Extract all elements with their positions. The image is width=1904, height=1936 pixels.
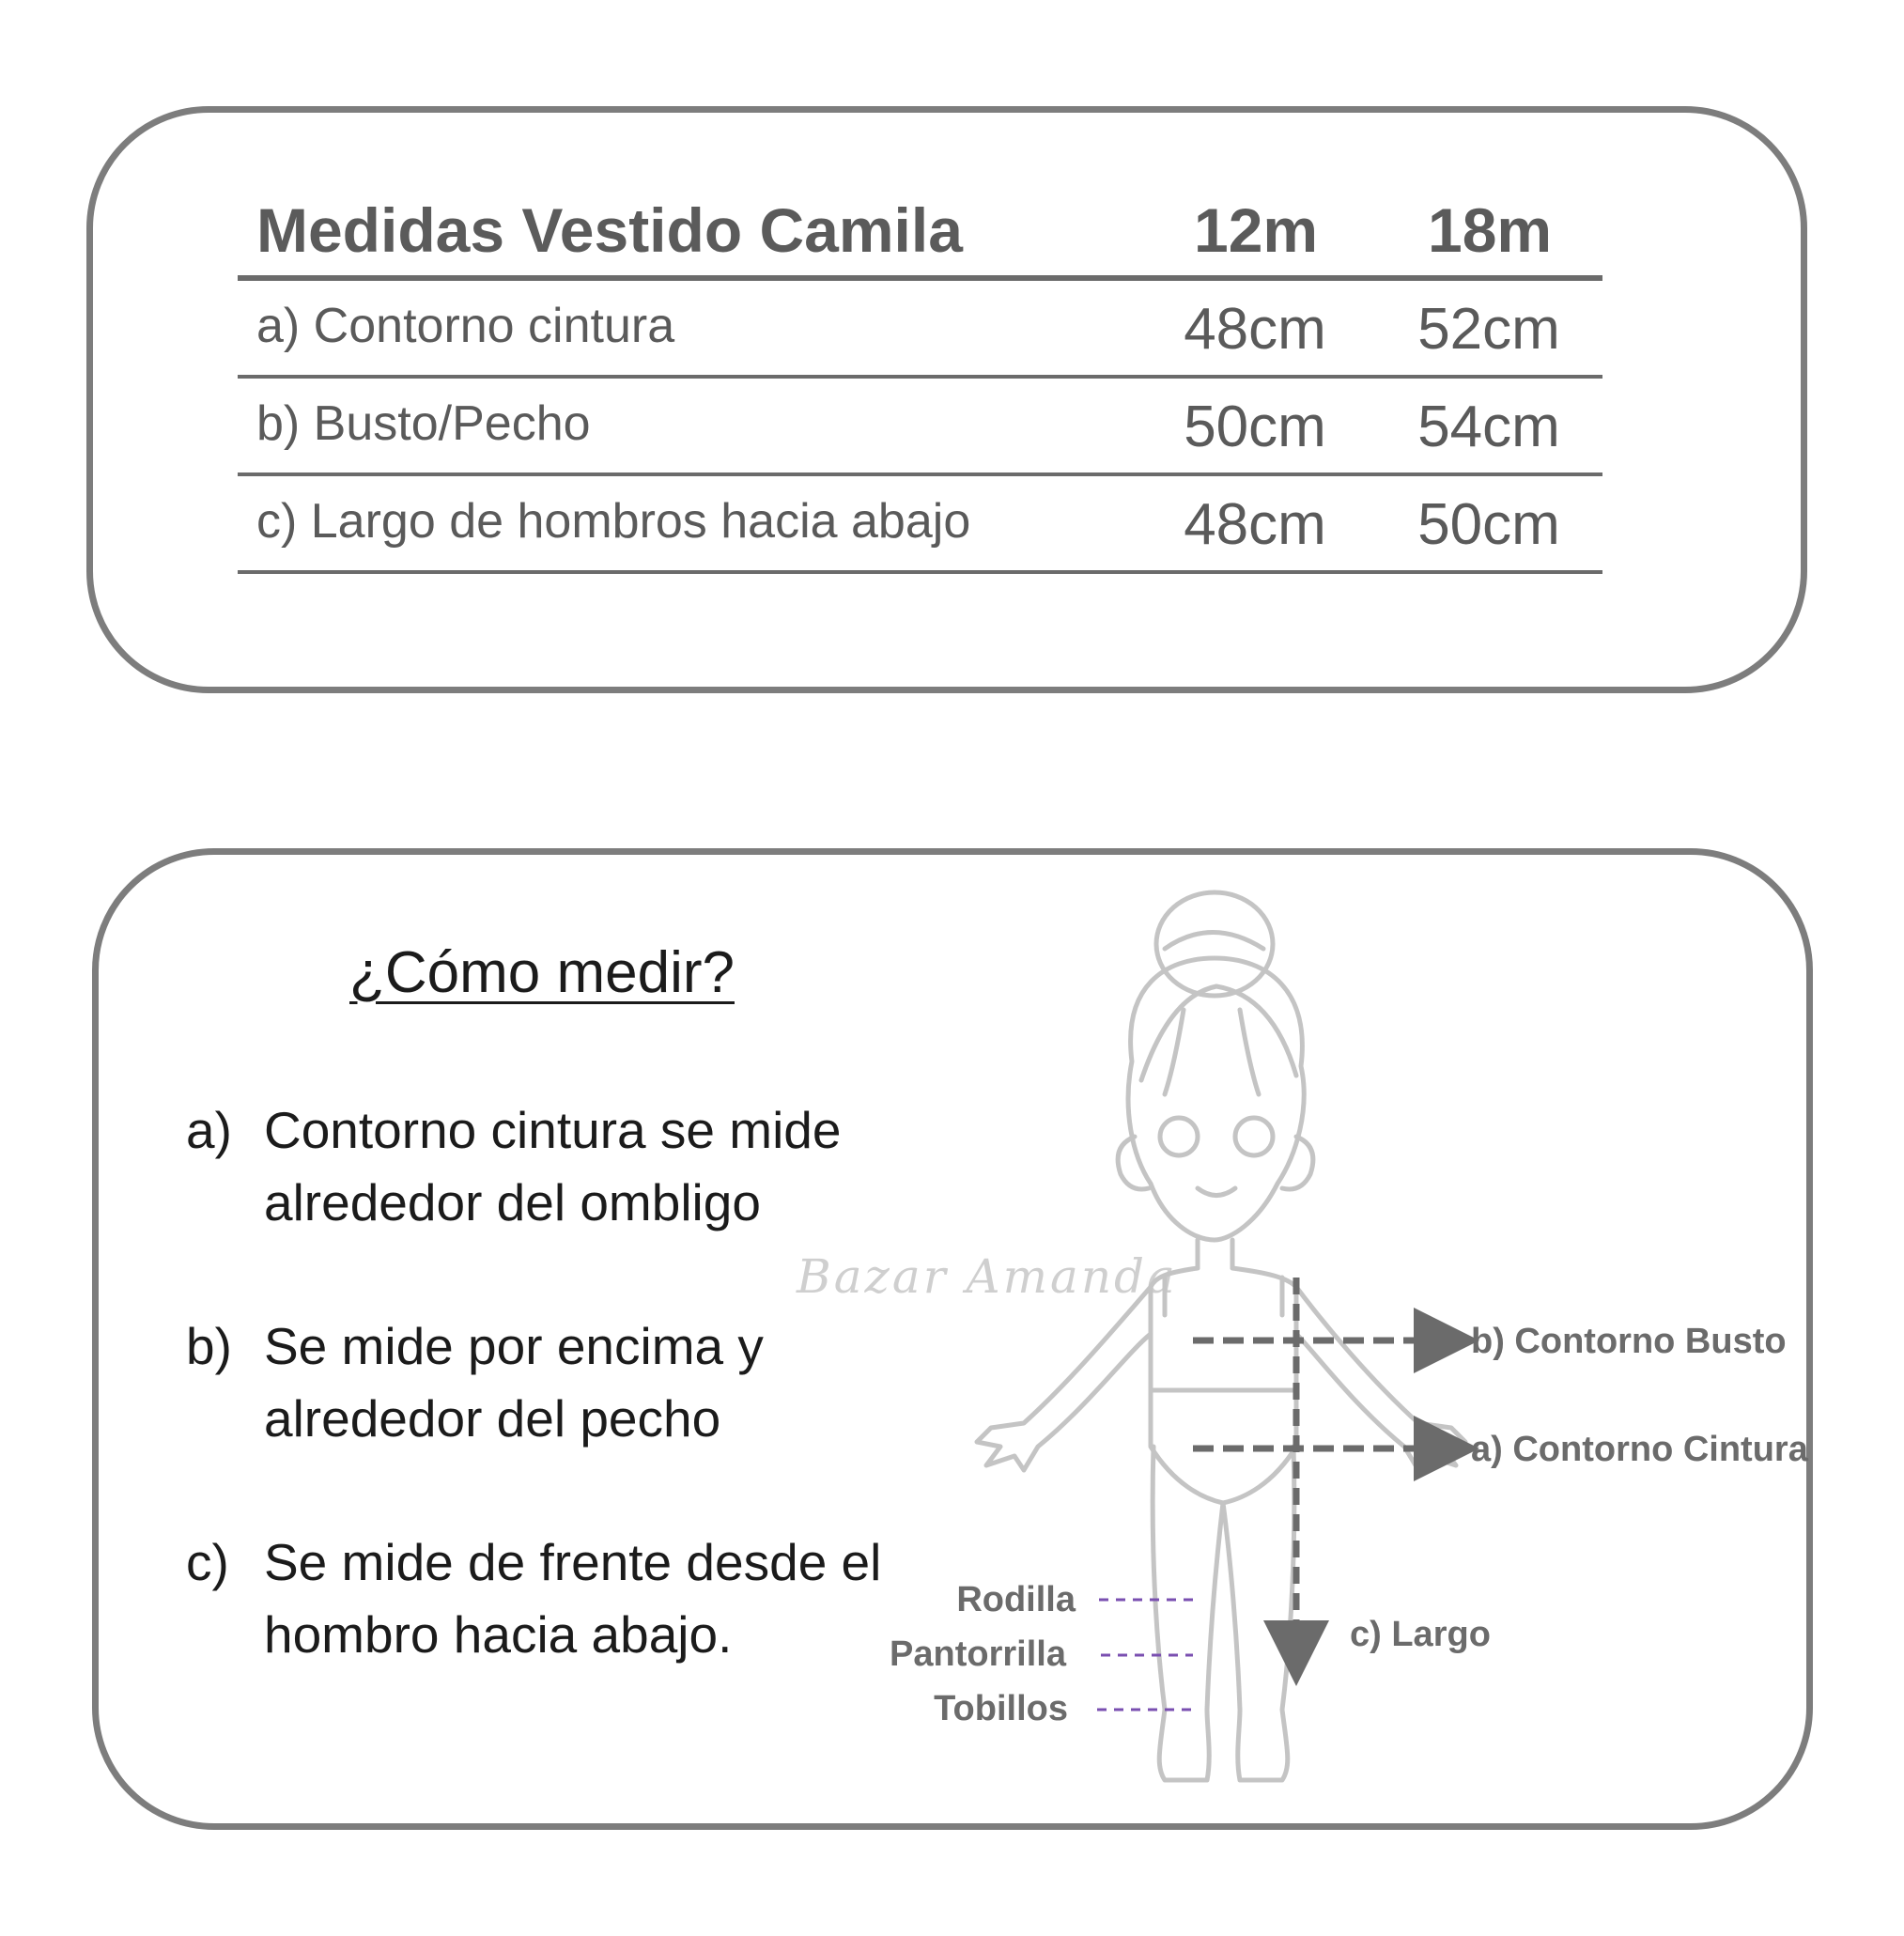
row-value-18m: 54cm xyxy=(1417,395,1560,459)
step-text: Contorno cintura se mide alrededor del ombligo xyxy=(264,1101,842,1231)
largo-label: c) Largo xyxy=(1350,1615,1491,1654)
table-row xyxy=(238,379,1602,476)
rodilla-label: Rodilla xyxy=(956,1580,1076,1619)
tobillos-label: Tobillos xyxy=(934,1689,1068,1728)
column-12m: 12m xyxy=(1194,195,1319,265)
row-label: a) Contorno cintura xyxy=(256,299,675,353)
step-label: b) xyxy=(186,1317,232,1375)
table-row xyxy=(238,281,1602,379)
row-value-12m: 48cm xyxy=(1184,297,1326,362)
column-18m: 18m xyxy=(1428,195,1553,265)
watermark: Bazar Amanda xyxy=(797,1249,1178,1304)
table-row xyxy=(238,476,1602,574)
step-label: a) xyxy=(186,1101,232,1159)
step-text: Se mide de frente desde el hombro hacia abajo. xyxy=(264,1533,882,1664)
step-text: Se mide por encima y alrededor del pecho xyxy=(264,1317,764,1448)
table-header xyxy=(238,183,1602,281)
row-value-12m: 50cm xyxy=(1184,395,1326,459)
measurements-table xyxy=(238,183,1602,574)
busto-label: b) Contorno Busto xyxy=(1471,1322,1787,1361)
row-label: b) Busto/Pecho xyxy=(256,396,591,451)
row-label: c) Largo de hombros hacia abajo xyxy=(256,494,971,549)
measurement-figure xyxy=(883,883,1822,1813)
cintura-label: a) Contorno Cintura xyxy=(1471,1430,1808,1469)
pantorrilla-label: Pantorrilla xyxy=(890,1634,1066,1674)
row-value-12m: 48cm xyxy=(1184,492,1326,557)
row-value-18m: 52cm xyxy=(1417,297,1560,362)
step-label: c) xyxy=(186,1533,229,1591)
how-to-measure-title: ¿Cómo medir? xyxy=(349,940,735,1005)
row-value-18m: 50cm xyxy=(1417,492,1560,557)
table-title: Medidas Vestido Camila xyxy=(256,195,963,265)
